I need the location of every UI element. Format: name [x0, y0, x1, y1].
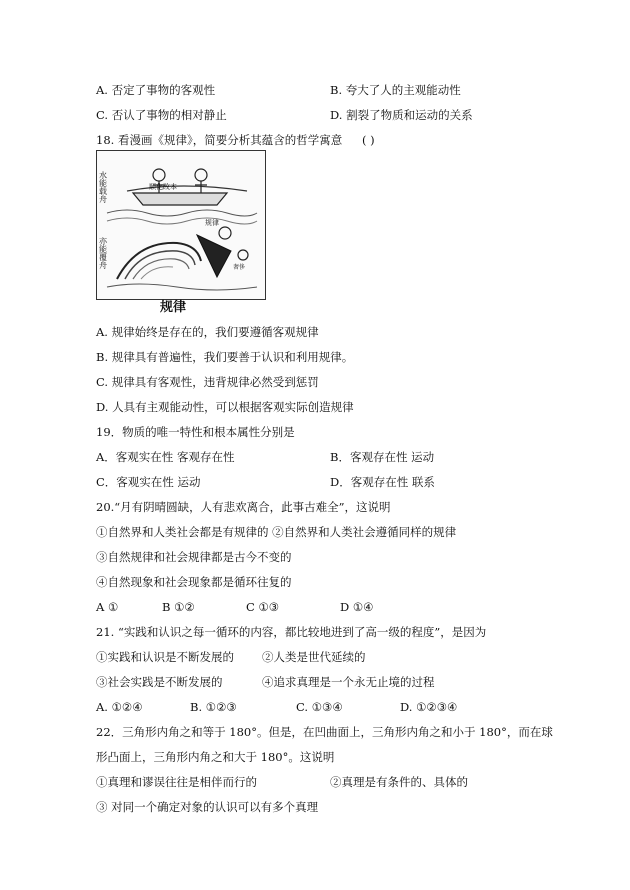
cartoon-caption: 规律	[160, 300, 187, 315]
q18-option-d: D. 人具有主观能动性，可以根据客观实际创造规律	[96, 400, 354, 414]
q17-option-b: B. 夸大了人的主观能动性	[330, 83, 461, 97]
q21-item-3: ③社会实践是不断发展的	[96, 675, 223, 689]
q21-item-2: ②人类是世代延续的	[262, 650, 366, 664]
q20-item-4: ④自然现象和社会现象都是循环往复的	[96, 575, 292, 589]
q20-item-3: ③自然规律和社会规律都是古今不变的	[96, 550, 292, 564]
q19-option-c: C．客观实在性 运动	[96, 475, 201, 489]
q20-option-d: D ①④	[340, 600, 374, 614]
q21-item-1: ①实践和认识是不断发展的	[96, 650, 234, 664]
q17-option-a: A. 否定了事物的客观性	[96, 83, 216, 97]
q20-item-1-2: ①自然界和人类社会都是有规律的 ②自然界和人类社会遵循同样的规律	[96, 525, 457, 539]
q22-item-1: ①真理和谬误往往是相伴而行的	[96, 775, 257, 789]
q18-option-c: C. 规律具有客观性，违背规律必然受到惩罚	[96, 375, 319, 389]
q21-option-d: D. ①②③④	[400, 700, 458, 714]
q19-stem: 19．物质的唯一特性和根本属性分别是	[96, 425, 295, 439]
q19-option-d: D．客观存在性 联系	[330, 475, 435, 489]
q18-answer-paren: ( )	[362, 133, 375, 147]
q20-option-a: A ①	[96, 600, 119, 614]
svg-text:亦能覆舟: 亦能覆舟	[98, 237, 108, 269]
q20-stem: 20.“月有阴晴圆缺，人有悲欢离合，此事古难全”，这说明	[96, 500, 391, 514]
q20-option-b: B ①②	[162, 600, 195, 614]
q17-option-d: D. 割裂了物质和运动的关系	[330, 108, 473, 122]
svg-text:水能载舟: 水能载舟	[98, 171, 108, 203]
q18-option-a: A. 规律始终是存在的，我们要遵循客观规律	[96, 325, 319, 339]
q21-option-c: C. ①③④	[296, 700, 343, 714]
q22-item-2: ②真理是有条件的、具体的	[330, 775, 468, 789]
q17-option-c: C. 否认了事物的相对静止	[96, 108, 227, 122]
q21-item-4: ④追求真理是一个永无止境的过程	[262, 675, 435, 689]
cartoon-image	[96, 150, 266, 300]
q22-item-3: ③ 对同一个确定对象的认识可以有多个真理	[96, 800, 319, 814]
q19-option-a: A．客观实在性 客观存在性	[96, 450, 235, 464]
q21-stem: 21. “实践和认识之每一循环的内容，都比较地进到了高一级的程度”，是因为	[96, 625, 487, 639]
q21-option-b: B. ①②③	[190, 700, 237, 714]
q22-stem-line1: 22．三角形内角之和等于 180°。但是，在凹曲面上，三角形内角之和小于 180°，而在球	[96, 725, 553, 739]
q22-stem-line2: 形凸面上，三角形内角之和大于 180°。这说明	[96, 750, 335, 764]
q19-option-b: B．客观存在性 运动	[330, 450, 435, 464]
q21-option-a: A. ①②④	[96, 700, 143, 714]
q18-stem: 18. 看漫画《规律》，简要分析其蕴含的哲学寓意	[96, 133, 343, 147]
q20-option-c: C ①③	[246, 600, 280, 614]
q18-option-b: B. 规律具有普遍性，我们要善于认识和利用规律。	[96, 350, 354, 364]
svg-text:奢侈: 奢侈	[233, 264, 246, 271]
svg-text:规律: 规律	[205, 219, 219, 227]
svg-text:顺化改本: 顺化改本	[149, 183, 177, 191]
